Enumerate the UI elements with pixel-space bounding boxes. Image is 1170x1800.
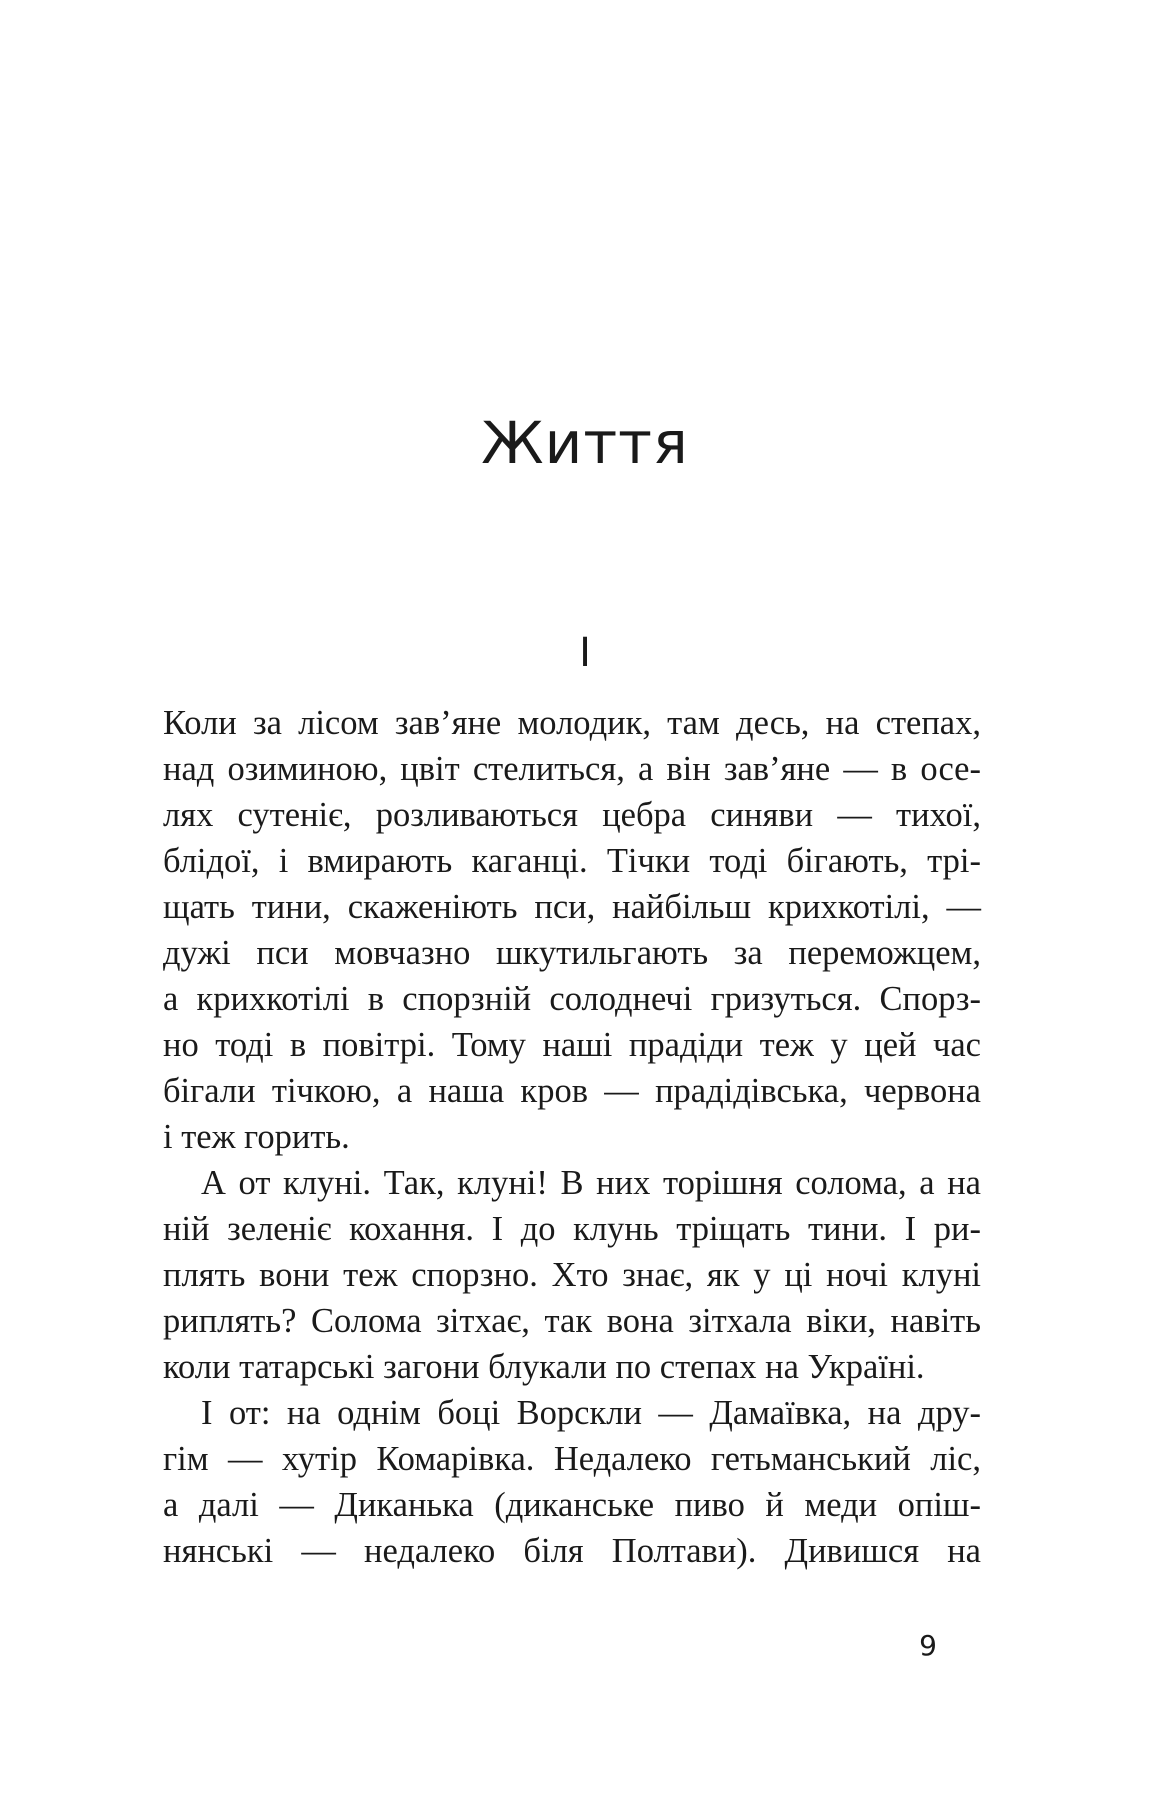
body-text — [163, 700, 981, 1574]
text-line: ній зеленіє кохання. І до клунь тріщать тини. І ри- — [163, 1210, 981, 1248]
text-line: а крихкотілі в спорзній солоднечі гризуться. Спорз- — [163, 980, 981, 1018]
text-line: щать тини, скаженіють пси, найбільш крихкотілі, — — [163, 888, 981, 926]
text-line: дужі пси мовчазно шкутильгають за переможцем, — [163, 934, 981, 972]
paragraph — [163, 700, 981, 1160]
section-number: I — [579, 630, 591, 676]
page-number: 9 — [919, 1629, 937, 1662]
text-line: Коли за лісом зав’яне молодик, там десь, на степах, — [163, 704, 981, 742]
text-line: коли татарські загони блукали по степах на Україні. — [163, 1348, 925, 1386]
text-line: плять вони теж спорзно. Хто знає, як у ці ночі клуні — [163, 1256, 981, 1294]
text-line: риплять? Солома зітхає, так вона зітхала віки, навіть — [163, 1302, 981, 1340]
text-line: а далі — Диканька (диканське пиво й меди опіш- — [163, 1486, 981, 1524]
text-line: А от клуні. Так, клуні! В них торішня солома, а на — [201, 1164, 981, 1202]
text-line: і теж горить. — [163, 1118, 350, 1156]
text-line: гім — хутір Комарівка. Недалеко гетьманський ліс, — [163, 1440, 981, 1478]
text-line: над озиминою, цвіт стелиться, а він зав’яне — в осе- — [163, 750, 981, 788]
text-line: лях сутеніє, розливаються цебра синяви — тихої, — [163, 796, 981, 834]
text-line: блідої, і вмирають каганці. Тічки тоді бігають, трі- — [163, 842, 981, 880]
text-line: І от: на однім боці Ворскли — Дамаївка, на дру- — [201, 1394, 981, 1432]
chapter-title: Життя — [481, 409, 689, 477]
text-line: нянські — недалеко біля Полтави). Дивишся на — [163, 1532, 981, 1570]
text-line: бігали тічкою, а наша кров — прадідівська, червона — [163, 1072, 981, 1110]
paragraph — [163, 1390, 981, 1574]
paragraph — [163, 1160, 981, 1390]
text-line: но тоді в повітрі. Тому наші прадіди теж у цей час — [163, 1026, 981, 1064]
